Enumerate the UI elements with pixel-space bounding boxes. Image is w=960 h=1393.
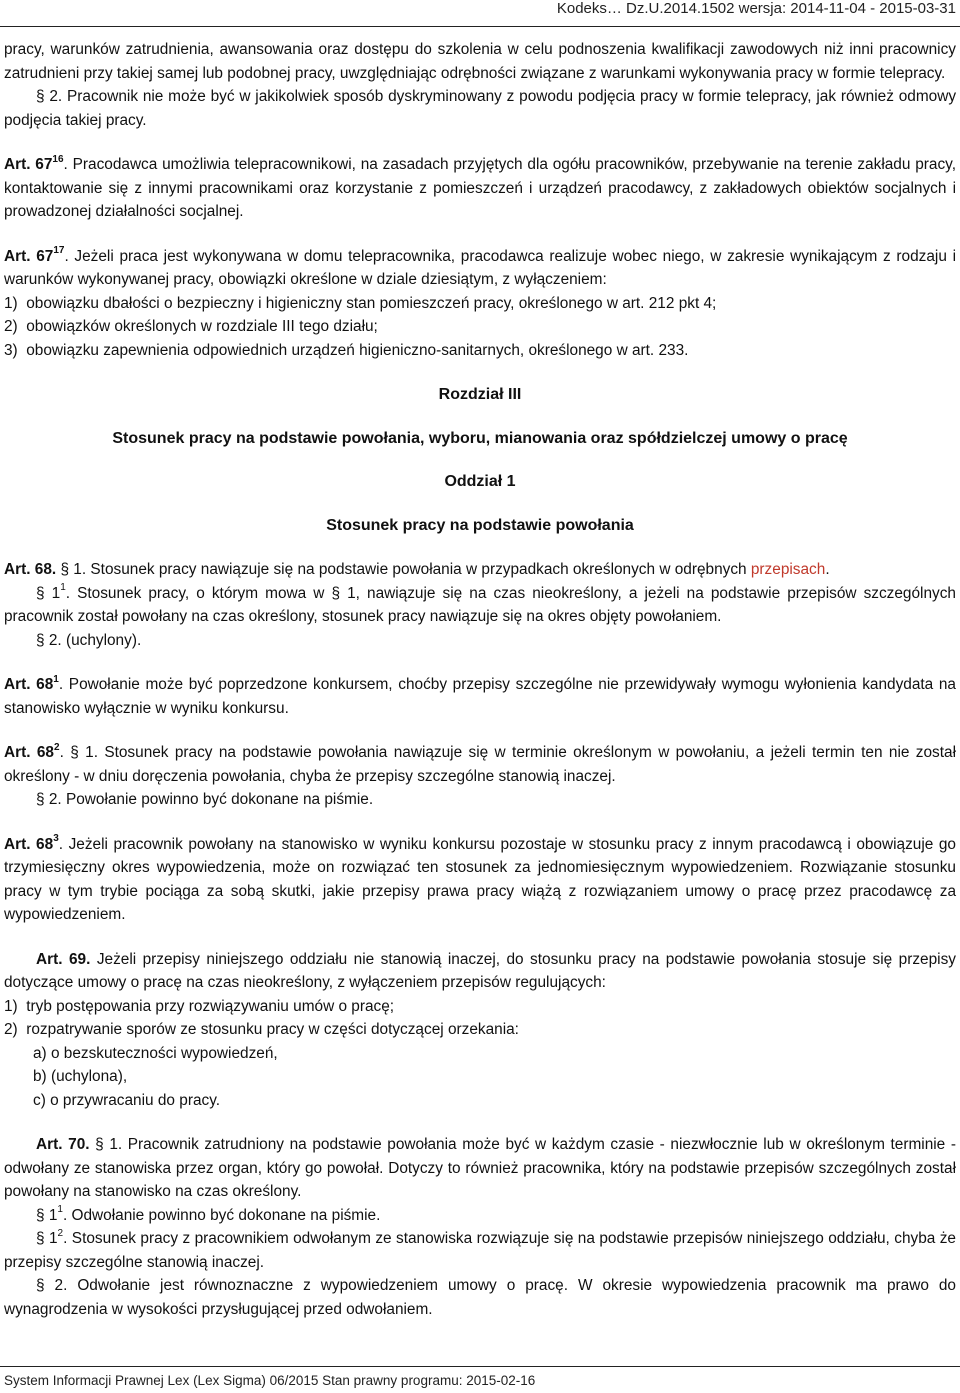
- article-69: Art. 69. Jeżeli przepisy niniejszego oddziału nie stanowią inaczej, do stosunku pracy na podstawie powołania stosuje się przepisy dotyczące umowy o pracę na czas nieokreślony, z wyłączeniem przepisów regulujących:: [4, 950, 956, 991]
- article-67-16: Art. $67^{16}$. Pracodawca umożliwia telepracownikowi, na zasadach przyjętych dla ogółu pracowników, przebywanie na terenie zakładu pracy, kontaktowanie się z innymi pracownikami oraz korzystanie z pomieszczeń i urządzeń pracodawcy, z zakładowych obiektów socjalnych i prowadzonej działalności socjalnej.: [4, 153, 956, 220]
- document-body: [4, 38, 956, 1321]
- paragraph: § 2. Pracownik nie może być w jakikolwiek sposób dyskryminowany z powodu podjęcia pracy w formie telepracy, jak również odmowy podjęcia takiej pracy.: [4, 88, 957, 129]
- page-footer: [0, 1366, 960, 1393]
- footer-text: System Informacji Prawnej Lex (Lex Sigma) 06/2015 Stan prawny programu: 2015-02-16: [4, 1373, 536, 1388]
- paragraph: § $1^2$. Stosunek pracy z pracownikiem odwołanym ze stanowiska rozwiązuje się na podstawie przepisów niniejszego oddziału, chyba że przepisy szczególne stanowią inaczej.: [4, 1227, 956, 1271]
- article-67-17: Art. $67^{17}$. Jeżeli praca jest wykonywana w domu telepracownika, pracodawca realizuje wobec niego, w zakresie wynikającym z rodzaju i warunków wykonywanej pracy, obowiązki określone w dziale dziesiątym, z wyłączeniem:: [4, 245, 956, 288]
- sub-list-item: a) o bezskuteczności wypowiedzeń,: [33, 1044, 278, 1062]
- chapter-label: Rozdział III: [438, 386, 522, 403]
- list-item: 2) rozpatrywanie sporów ze stosunku pracy w części dotyczącej orzekania:: [4, 1021, 519, 1038]
- paragraph: § 2. Odwołanie jest równoznaczne z wypowiedzeniem umowy o pracę. W okresie wypowiedzenia pracownik ma prawo do wynagrodzenia w wysokości przysługującej przed odwołaniem.: [4, 1277, 956, 1318]
- paragraph: § 2. (uchylony).: [36, 631, 142, 649]
- page-header: [0, 0, 960, 27]
- article-label: Art. 67: [4, 247, 54, 265]
- article-label: Art. 68: [4, 676, 54, 693]
- list-item: 2) obowiązków określonych w rozdziale III tego działu;: [4, 318, 378, 335]
- legal-link[interactable]: przepisach: [750, 561, 826, 578]
- section-ref: § 2.: [36, 88, 63, 105]
- paragraph: § $1^1$. Stosunek pracy, o którym mowa w § 1, nawiązuje się na czas nieokreślony, a jeżeli na podstawie przepisów szczególnych pracownik został powołany na czas określony, stosunek pracy nawiązuje się na okres objęty powołaniem.: [4, 582, 956, 625]
- sub-list-item: b) (uchylona),: [33, 1068, 128, 1085]
- paragraph: § 2. Powołanie powinno być dokonane na piśmie.: [36, 791, 374, 808]
- division-title: Stosunek pracy na podstawie powołania: [326, 516, 634, 534]
- article-68-2: Art. $68^2$. § 1. Stosunek pracy na podstawie powołania nawiązuje się w terminie określonym w powołaniu, a jeżeli termin ten nie został określony - w dniu doręczenia powołania, chyba że przepisy szczególne stanowią inaczej.: [4, 741, 957, 785]
- document-title: Kodeks… Dz.U.2014.1502 wersja: 2014-11-04 - 2015-03-31: [556, 0, 956, 17]
- list-item: 1) obowiązku dbałości o bezpieczny i higieniczny stan pomieszczeń pracy, określonego w art. 212 pkt 4;: [4, 294, 717, 312]
- paragraph: § $1^1$. Odwołanie powinno być dokonane na piśmie.: [36, 1204, 381, 1224]
- article-label: Art. 68.: [4, 561, 57, 578]
- article-70: Art. 70. § 1. Pracownik zatrudniony na podstawie powołania może być w każdym czasie - niezwłocznie lub w określonym terminie - odwołany ze stanowiska przez organ, który go powołał. Dotyczy to również pracownika, który na podstawie przepisów szczególnych został powołany na stanowisko na czas określony.: [4, 1136, 956, 1200]
- article-68-1: Art. $68^1$. Powołanie może być poprzedzone konkursem, choćby przepisy szczególne nie przewidywały wymogu wyłonienia kandydata na stanowisko wyłącznie w wyniku konkursu.: [4, 673, 956, 717]
- list-item: 3) obowiązku zapewnienia odpowiednich urządzeń higieniczno-sanitarnych, określonego w art. 233.: [4, 341, 689, 359]
- article-68-3: Art. $68^3$. Jeżeli pracownik powołany na stanowisko w wyniku konkursu pozostaje w stosunku pracy z innym pracodawcą i obowiązuje go trzymiesięczny okres wypowiedzenia, może on rozwiązać ten stosunek za jednomiesięcznym wypowiedzeniem. Rozwiązanie stosunku pracy w tym trybie pociąga za sobą skutki, jakie przepisy prawa pracy wiążą z rozwiązaniem umowy o pracę przez pracodawcę za wypowiedzeniem.: [4, 833, 956, 923]
- article-68: Art. 68. § 1. Stosunek pracy nawiązuje się na podstawie powołania w przypadkach określonych w odrębnych przepisach.: [4, 561, 830, 578]
- article-label: Art. 68: [4, 835, 54, 853]
- article-label: Art. 68: [4, 744, 54, 761]
- article-label: Art. 70.: [36, 1136, 90, 1153]
- list-item: 1) tryb postępowania przy rozwiązywaniu umów o pracę;: [4, 997, 395, 1015]
- chapter-title: Stosunek pracy na podstawie powołania, wyboru, mianowania oraz spółdzielczej umowy o pracę: [112, 429, 848, 447]
- article-label: Art. 67: [4, 156, 53, 173]
- division-label: Oddział 1: [444, 473, 516, 490]
- article-label: Art. 69.: [36, 950, 91, 968]
- paragraph: pracy, warunków zatrudnienia, awansowania oraz dostępu do szkolenia w celu podnoszenia kwalifikacji zawodowych niż inni pracownicy zatrudnieni przy takiej samej lub podobnej pracy, uwzględniając odrębności związane z warunkami wykonywania pracy w formie telepracy.: [4, 41, 956, 82]
- sub-list-item: c) o przywracaniu do pracy.: [33, 1091, 221, 1109]
